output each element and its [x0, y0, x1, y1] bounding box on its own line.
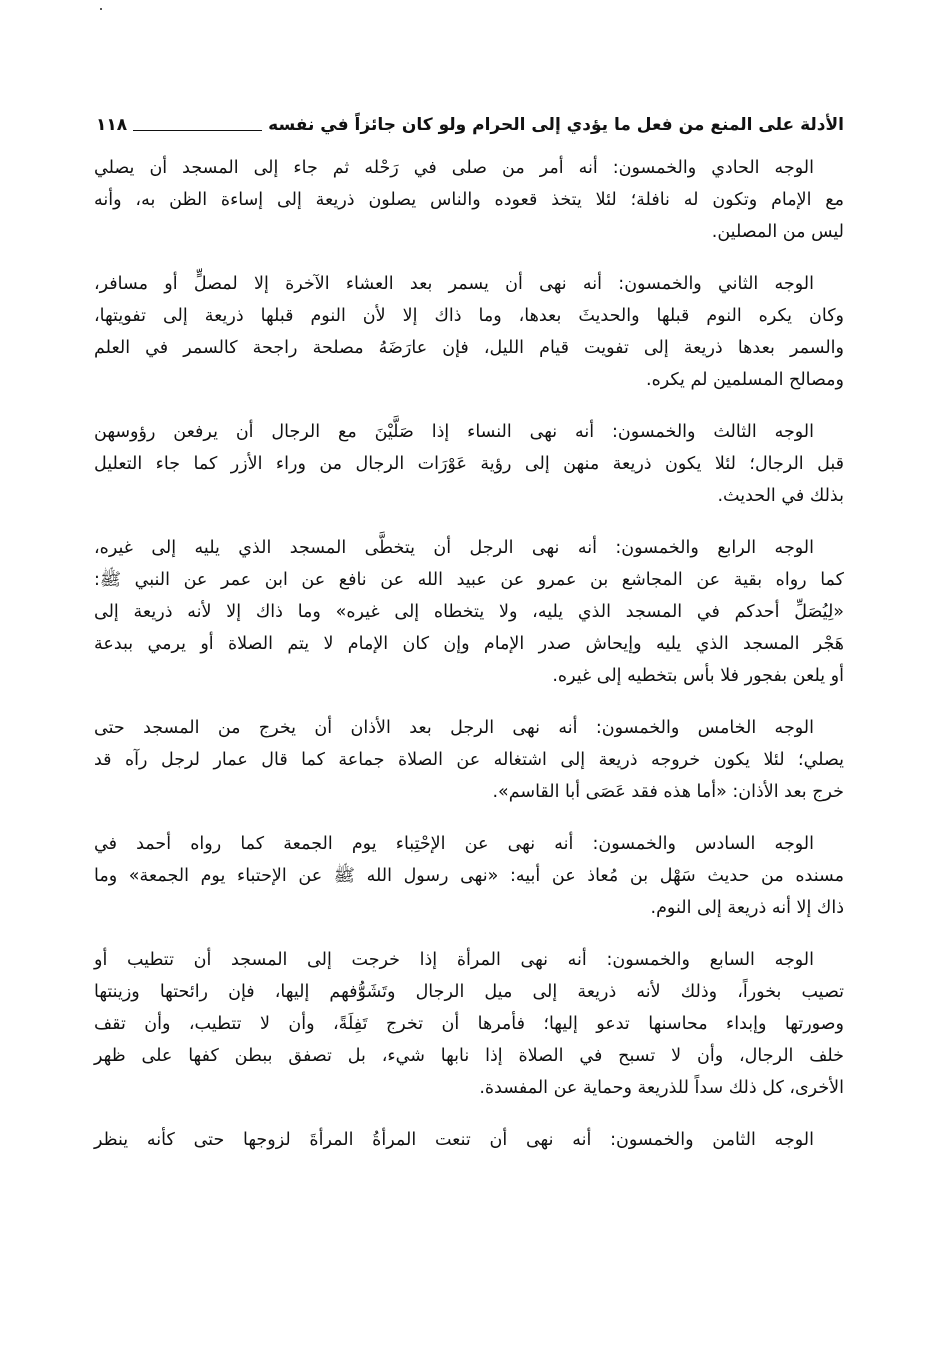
paragraph	[94, 152, 844, 248]
paragraph	[94, 828, 844, 924]
text-line: الوجه الثاني والخمسون: أنه نهى أن يسمر بعد العشاء الآخرة إلا لمصلٍّ أو مسافر،	[94, 274, 814, 294]
header-rule	[133, 120, 262, 131]
text-line: الوجه السادس والخمسون: أنه نهى عن الإحْتِباء يوم الجمعة كما رواه أحمد في	[94, 834, 814, 854]
running-header	[96, 108, 844, 142]
text-line: هَجْر المسجد الذي يليه وإيحاش صدر الإمام وإن كان الإمام لا يتم الصلاة أو يرمي ببدعة	[94, 634, 844, 654]
text-line: بذلك في الحديث.	[717, 486, 844, 506]
text-line: ليس من المصلين.	[711, 222, 844, 242]
text-line: كما رواه بقية عن المجاشع بن عمرو عن عبيد الله عن نافع عن ابن عمر عن النبي ﷺ:	[94, 570, 844, 590]
paragraph	[94, 532, 844, 692]
text-line: الوجه الحادي والخمسون: أنه أمر من صلى في رَحْله ثم جاء إلى المسجد أن يصلي	[94, 158, 814, 178]
text-line: وصورتها وإبداء محاسنها تدعو إليها؛ فأمرها أن تخرج تَفِلَةً، وأن لا تتطيب، وأن تقف	[94, 1014, 844, 1034]
text-line: والسمر بعدها ذريعة إلى تفويت قيام الليل، فإن عارَضَهُ مصلحة راجحة كالسمر في العلم	[94, 338, 844, 358]
text-line: الوجه الثامن والخمسون: أنه نهى أن تنعت المرأةُ المرأةَ لزوجها حتى كأنه ينظر	[94, 1130, 814, 1150]
text-line: مسنده من حديث سَهْل بن مُعاذ عن أبيه: «نهى رسول الله ﷺ عن الإحتباء يوم الجمعة» وما	[94, 866, 844, 886]
paragraph	[94, 268, 844, 396]
text-line: «لِيُصَلِّ أحدكم في المسجد الذي يليه، ولا يتخطاه إلى غيره» وما ذاك إلا لأنه ذريعة إلى	[94, 602, 844, 622]
text-line: أو يلعن بفجور فلا بأس بتخطيه إلى غيره.	[552, 666, 844, 686]
scan-speck	[100, 8, 102, 10]
paragraph	[94, 712, 844, 808]
text-line: وكان يكره النوم قبلها والحديثَ بعدها، وما ذاك إلا لأن النوم قبلها ذريعة إلى تفويتها،	[94, 306, 844, 326]
text-line: الوجه الخامس والخمسون: أنه نهى الرجل بعد الأذان أن يخرج من المسجد حتى	[94, 718, 814, 738]
text-line: مع الإمام وتكون له نافلة؛ لئلا يتخذ قعوده والناس يصلون ذريعة إلى إساءة الظن به، وأنه	[94, 190, 844, 210]
text-line: خلف الرجال، وأن لا تسبح في الصلاة إذا نابها شيء، بل تصفق ببطن كفها على ظهر	[94, 1046, 844, 1066]
text-line: ذاك إلا أنه ذريعة إلى النوم.	[650, 898, 844, 918]
text-line: الوجه الثالث والخمسون: أنه نهى النساء إذا صَلَّيْنَ مع الرجال أن يرفعن رؤوسهن	[94, 422, 814, 442]
text-line: تصيب بخوراً، وذلك لأنه ذريعة إلى ميل الرجال وتَشَوُّفهم إليها، فإن رائحتها وزينتها	[94, 982, 844, 1002]
paragraph	[94, 416, 844, 512]
paragraph	[94, 944, 844, 1104]
page-number: ١١٨	[96, 115, 128, 135]
paragraph	[94, 1124, 844, 1156]
running-title: الأدلة على المنع من فعل ما يؤدي إلى الحرام ولو كان جائزاً في نفسه	[268, 115, 844, 135]
text-line: الأخرى، كل ذلك سداً للذريعة وحماية عن المفسدة.	[479, 1078, 844, 1098]
text-line: الوجه السابع والخمسون: أنه نهى المرأة إذا خرجت إلى المسجد أن تتطيب أو	[94, 950, 814, 970]
text-line: يصلي؛ لئلا يكون خروجه ذريعة إلى اشتغاله عن الصلاة جماعة كما قال عمار لرجل رآه قد	[94, 750, 844, 770]
text-line: قبل الرجال؛ لئلا يكون ذريعة منهن إلى رؤية عَوْرَات الرجال من وراء الأزر كما جاء التعليل	[94, 454, 844, 474]
text-line: ومصالح المسلمين لم يكره.	[646, 370, 844, 390]
page-body	[94, 152, 844, 1176]
text-line: خرج بعد الأذان: «أما هذه فقد عَصَى أبا القاسم».	[492, 782, 844, 802]
text-line: الوجه الرابع والخمسون: أنه نهى الرجل أن يتخطَّى المسجد الذي يليه إلى غيره،	[94, 538, 814, 558]
